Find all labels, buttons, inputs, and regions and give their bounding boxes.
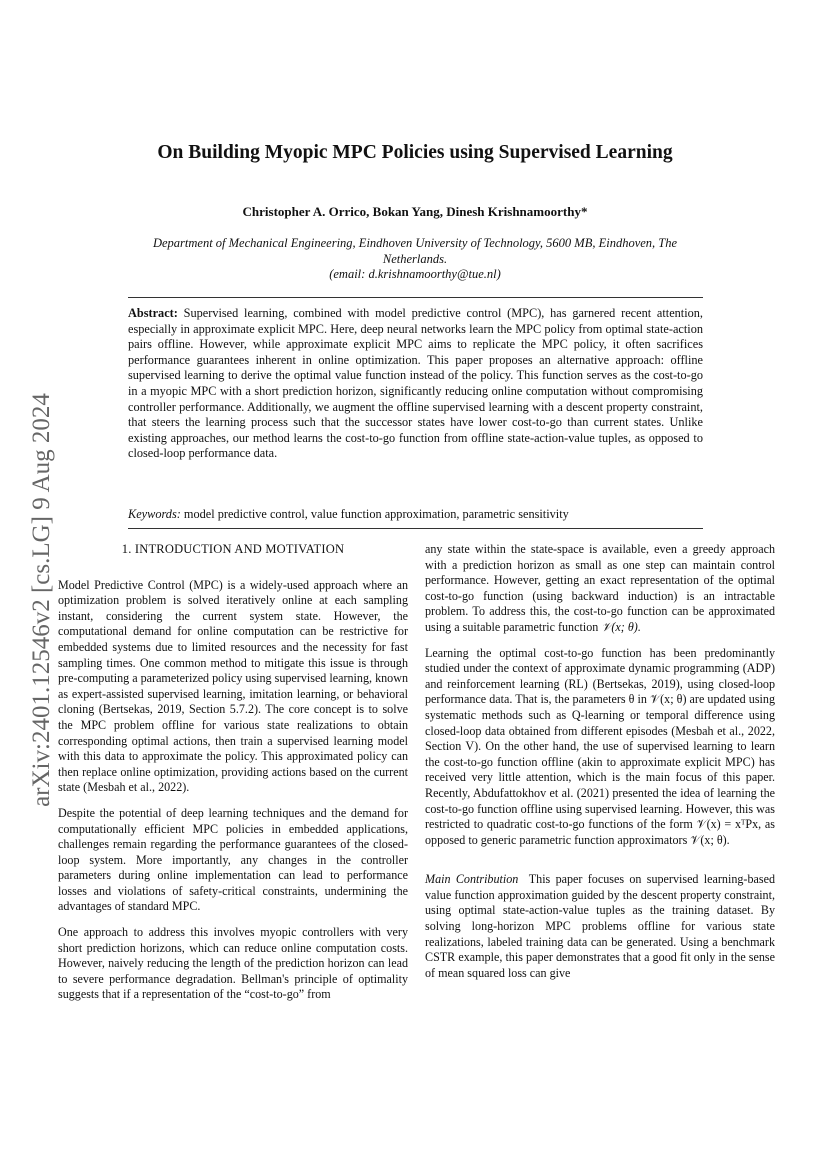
- paragraph: One approach to address this involves myopic controllers with very short prediction horizons, which can reduce online computation costs. However, naively reducing the length of the prediction horizon can lead to severe performance degradation. Bellman's principle of optimality suggests that if a representation of the “cost-to-go” from: [58, 925, 408, 1002]
- paragraph-lead: Main Contribution: [425, 872, 519, 887]
- keywords-label: Keywords:: [128, 507, 181, 521]
- section-heading: 1. INTRODUCTION AND MOTIVATION: [121, 542, 345, 556]
- paragraph: Learning the optimal cost-to-go function has been predominantly studied under the context of approximate dynamic programming (ADP) and reinforcement learning (RL) (Bertsekas, 2019), using closed-loop performance data. That is, the parameters θ in 𝒱(x; θ) are updated using systematic methods such as Q-learning or temporal difference using closed-loop data obtained from different episodes (Mesbah et al., 2022, Section V). On the other hand, the use of supervised learning to learn the cost-to-go function offline (akin to approximate explicit MPC) has received very little attention, which is the main focus of this paper. Recently, Abdufattokhov et al. (2021) presented the idea of learning the cost-to-go function offline using supervised learning. However, this was restricted to quadratic cost-to-go functions of the form 𝒱(x) = xᵀPx, as opposed to generic parametric function approximators 𝒱(x; θ).: [425, 645, 775, 847]
- affiliation: Department of Mechanical Engineering, Eindhoven University of Technology, 5600 MB, Eindhoven, The Netherlands.: [152, 236, 678, 266]
- paragraph: Despite the potential of deep learning techniques and the demand for computationally efficient MPC policies in embedded applications, challenges remain regarding the performance guarantees of the closed-loop system. More importantly, any changes in the controller parameters during online implementation can lead to performance losses and violations of safety-critical constraints, undermining the advantages of standard MPC.: [58, 805, 408, 914]
- paragraph-text: This paper focuses on supervised learning-based value function approximation guided by the descent property constraint, using optimal state-action-value tuples as the training dataset. By solving long-horizon MPC problems offline for various state realizations, labeled training data can be generated. Using a benchmark CSTR example, this paper demonstrates that a good fit only in the sense of mean squared loss can give: [425, 872, 775, 980]
- paragraph: [425, 542, 775, 636]
- email: (email: d.krishnamoorthy@tue.nl): [329, 267, 501, 281]
- keywords-bottom-rule: [128, 528, 703, 529]
- paragraph: Model Predictive Control (MPC) is a widely-used approach where an optimization problem is solved iteratively online at each sampling instant, considering the current system state. However, the computational demand for online computation can be restrictive for embedded systems due to limited resources and the necessity for fast sampling times. One common method to mitigate this issue is through pre-computing a parameterized policy using supervised learning, known as expert-assisted supervised learning, imitation learning, or behavioral cloning (Bertsekas, 2019, Section 5.7.2). The core concept is to solve the MPC problem offline for various state realizations to obtain corresponding optimal actions, then train a supervised learning model with this data to approximate the policy. This approximated policy can then replace online optimization, providing actions based on the current state (Mesbah et al., 2022).: [58, 577, 408, 795]
- abstract-top-rule: [128, 297, 703, 298]
- arxiv-id: arXiv:2401.12546v2 [cs.LG] 9 Aug 2024: [28, 393, 55, 807]
- abstract: [128, 306, 703, 462]
- left-column: [58, 542, 408, 1013]
- paper-authors: Christopher A. Orrico, Bokan Yang, Dinesh Krishnamoorthy*: [242, 204, 588, 219]
- paper-title: On Building Myopic MPC Policies using Supervised Learning: [157, 142, 673, 163]
- abstract-text: Supervised learning, combined with model predictive control (MPC), has garnered recent attention, especially in approximate explicit MPC. Here, deep neural networks learn the MPC policy from optimal state-action pairs offline. However, while approximate explicit MPC aims to replicate the MPC policy, it often sacrifices performance guarantees inherent in online optimization. This paper proposes an alternative approach: offline supervised learning to derive the optimal value function instead of the policy. This function serves as the cost-to-go in a myopic MPC with a short prediction horizon, significantly reducing online computation without compromising controller performance. Additionally, we augment the offline supervised learning with a descent property constraint, that steers the learning process such that the successor states have lower cost-to-go than current states. Unlike existing approaches, our method learns the cost-to-go function from offline state-action-value tuples, as opposed to closed-loop performance data.: [128, 306, 704, 461]
- abstract-label: Abstract:: [128, 306, 178, 320]
- paragraph-text: any state within the state-space is available, even a greedy approach with a prediction horizon as small as one step can maintain control performance. However, getting an exact representation of the optimal cost-to-go function (using backward induction) is an intractable problem. To address this, the cost-to-go function can be approximated using a suitable parametric function: [425, 542, 775, 634]
- keywords-text: model predictive control, value function approximation, parametric sensitivity: [183, 507, 569, 521]
- right-column: [425, 542, 775, 991]
- affiliation-block: [150, 236, 680, 283]
- keywords: [128, 507, 703, 522]
- math-inline: 𝒱(x; θ).: [601, 619, 641, 634]
- paragraph: [425, 872, 775, 981]
